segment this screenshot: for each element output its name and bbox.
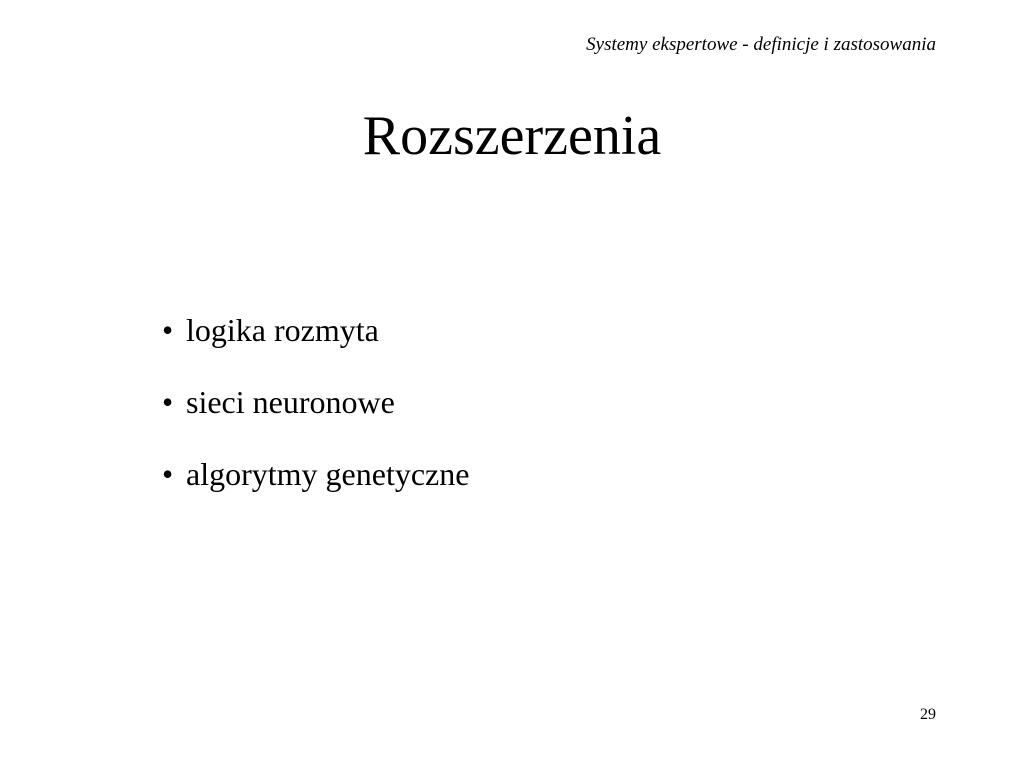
bullet-item	[162, 454, 469, 526]
bullet-icon: •	[162, 384, 174, 420]
slide-header: Systemy ekspertowe - definicje i zastosowania	[586, 34, 936, 55]
bullet-text: sieci neuronowe	[186, 384, 395, 420]
bullet-list	[162, 310, 469, 526]
bullet-icon: •	[162, 456, 174, 492]
page-number: 29	[920, 706, 936, 723]
slide-title: Rozszerzenia	[362, 105, 662, 167]
bullet-icon: •	[162, 312, 174, 348]
bullet-text: algorytmy genetyczne	[186, 456, 470, 492]
bullet-item	[162, 382, 469, 454]
bullet-text: logika rozmyta	[186, 312, 379, 348]
bullet-item	[162, 310, 469, 382]
